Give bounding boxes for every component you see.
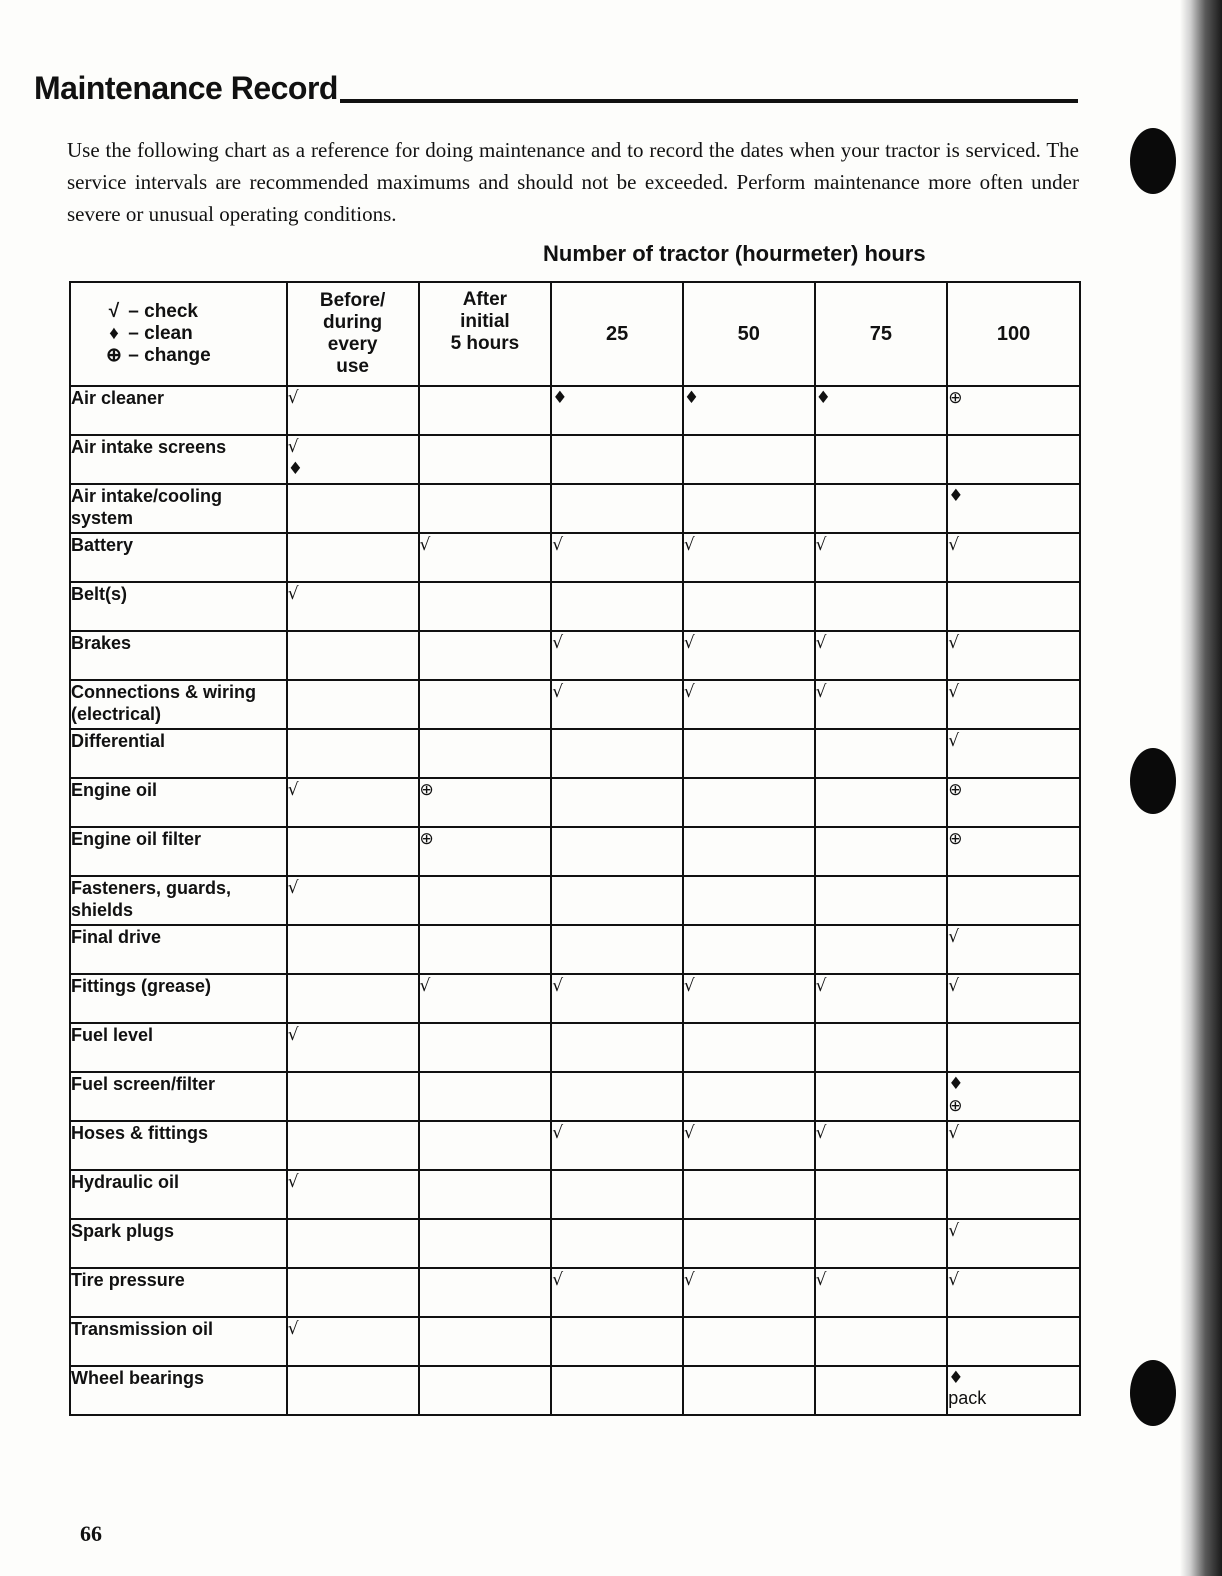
row-label: Final drive [70, 925, 287, 974]
check-icon: √ [287, 584, 299, 604]
check-icon: √ [948, 1221, 960, 1241]
table-row [70, 925, 1080, 974]
col-header-before-during: Before/ during every use [287, 282, 419, 386]
schedule-cell [287, 1268, 419, 1317]
schedule-cell [815, 827, 948, 876]
schedule-cell [815, 533, 948, 582]
table-row [70, 1268, 1080, 1317]
schedule-cell [683, 680, 815, 729]
schedule-cell [287, 1219, 419, 1268]
schedule-cell [815, 1121, 948, 1170]
col-header-75: 75 [815, 282, 948, 386]
schedule-cell [551, 1219, 683, 1268]
schedule-cell [815, 778, 948, 827]
col-header-after-initial: After initial 5 hours [419, 282, 552, 386]
table-row [70, 484, 1080, 533]
schedule-cell [815, 876, 948, 925]
schedule-cell [815, 680, 948, 729]
schedule-cell [815, 729, 948, 778]
schedule-cell [419, 1170, 552, 1219]
check-icon: √ [948, 535, 960, 555]
schedule-cell [551, 925, 683, 974]
title-underline [340, 99, 1078, 103]
row-label: Belt(s) [70, 582, 287, 631]
schedule-cell [287, 582, 419, 631]
schedule-cell [947, 435, 1080, 484]
schedule-cell [419, 729, 552, 778]
check-icon: √ [683, 633, 695, 653]
check-icon: √ [815, 535, 827, 555]
schedule-cell [551, 386, 683, 435]
schedule-cell [287, 680, 419, 729]
table-row [70, 680, 1080, 729]
schedule-cell [683, 1121, 815, 1170]
schedule-cell [419, 484, 552, 533]
table-row [70, 729, 1080, 778]
row-label: Spark plugs [70, 1219, 287, 1268]
schedule-cell [551, 876, 683, 925]
page-edge-shadow [1180, 0, 1222, 1576]
row-label: Air intake screens [70, 435, 287, 484]
check-icon: √ [552, 1123, 564, 1143]
schedule-cell [815, 1170, 948, 1219]
schedule-cell [287, 974, 419, 1023]
schedule-cell [683, 386, 815, 435]
schedule-cell [947, 1121, 1080, 1170]
schedule-cell [683, 484, 815, 533]
row-label: Fasteners, guards, shields [70, 876, 287, 925]
table-row [70, 533, 1080, 582]
binder-hole-bottom [1130, 1360, 1176, 1426]
schedule-cell [683, 582, 815, 631]
check-icon: √ [815, 1270, 827, 1290]
schedule-cell [815, 631, 948, 680]
check-icon: √ [287, 780, 299, 800]
page-number: 66 [80, 1521, 102, 1546]
schedule-cell [947, 1317, 1080, 1366]
schedule-cell [683, 1268, 815, 1317]
check-icon: √ [552, 682, 564, 702]
schedule-cell [419, 1072, 552, 1121]
table-row [70, 827, 1080, 876]
schedule-cell [683, 435, 815, 484]
schedule-cell [551, 1268, 683, 1317]
check-icon: √ [948, 633, 960, 653]
schedule-cell [419, 1268, 552, 1317]
schedule-cell [551, 778, 683, 827]
schedule-cell [947, 876, 1080, 925]
circled-plus-icon: ⊕ [948, 1096, 963, 1116]
schedule-cell [419, 974, 552, 1023]
check-icon: √ [552, 535, 564, 555]
schedule-cell [287, 1121, 419, 1170]
schedule-cell [947, 1170, 1080, 1219]
schedule-cell [947, 1023, 1080, 1072]
schedule-cell [419, 631, 552, 680]
check-icon: √ [287, 437, 299, 457]
schedule-cell [947, 631, 1080, 680]
circled-plus-icon: ⊕ [948, 388, 963, 408]
schedule-cell [551, 974, 683, 1023]
schedule-cell [551, 1317, 683, 1366]
schedule-cell [683, 876, 815, 925]
schedule-cell [947, 1072, 1080, 1121]
schedule-cell [815, 1317, 948, 1366]
diamond-icon: ♦ [948, 1074, 964, 1094]
schedule-cell [947, 484, 1080, 533]
check-icon: √ [287, 388, 299, 408]
check-icon: √ [287, 1025, 299, 1045]
row-label: Air cleaner [70, 386, 287, 435]
schedule-cell [419, 582, 552, 631]
row-label: Connections & wiring (electrical) [70, 680, 287, 729]
schedule-cell [683, 533, 815, 582]
schedule-cell [419, 1366, 552, 1415]
row-label: Fuel screen/filter [70, 1072, 287, 1121]
schedule-cell [683, 925, 815, 974]
schedule-cell [947, 680, 1080, 729]
check-icon: √ [287, 1319, 299, 1339]
table-row [70, 1219, 1080, 1268]
table-row [70, 386, 1080, 435]
schedule-cell [551, 1170, 683, 1219]
check-icon: √ [948, 731, 960, 751]
schedule-cell [683, 1219, 815, 1268]
table-row [70, 1072, 1080, 1121]
schedule-cell [683, 631, 815, 680]
circled-plus-icon: ⊕ [106, 345, 122, 366]
diamond-icon: ♦ [109, 323, 119, 344]
schedule-cell [287, 827, 419, 876]
check-icon: √ [948, 927, 960, 947]
row-label: Tire pressure [70, 1268, 287, 1317]
circled-plus-icon: ⊕ [948, 780, 963, 800]
schedule-cell [287, 876, 419, 925]
schedule-cell [551, 1072, 683, 1121]
table-row [70, 1366, 1080, 1415]
hours-caption: Number of tractor (hourmeter) hours [543, 241, 926, 266]
cell-note: pack [948, 1388, 987, 1408]
schedule-cell [815, 1268, 948, 1317]
schedule-cell [287, 533, 419, 582]
schedule-cell [419, 827, 552, 876]
table-body [70, 386, 1080, 1415]
page-title: Maintenance Record [34, 70, 338, 106]
check-icon: √ [948, 1123, 960, 1143]
table-row [70, 435, 1080, 484]
schedule-cell [815, 582, 948, 631]
schedule-cell [287, 484, 419, 533]
schedule-cell [287, 729, 419, 778]
schedule-cell [419, 1219, 552, 1268]
schedule-cell [551, 484, 683, 533]
schedule-cell [287, 631, 419, 680]
col-header-50: 50 [683, 282, 815, 386]
diamond-icon: ♦ [287, 459, 303, 479]
check-icon: √ [552, 633, 564, 653]
schedule-cell [815, 435, 948, 484]
schedule-cell [551, 827, 683, 876]
schedule-cell [287, 925, 419, 974]
table-row [70, 1317, 1080, 1366]
row-label: Hydraulic oil [70, 1170, 287, 1219]
diamond-icon: ♦ [948, 486, 964, 506]
schedule-cell [551, 582, 683, 631]
schedule-cell [947, 778, 1080, 827]
col-header-100: 100 [947, 282, 1080, 386]
diamond-icon: ♦ [683, 388, 700, 408]
row-label: Engine oil [70, 778, 287, 827]
check-icon: √ [815, 1123, 827, 1143]
schedule-cell [947, 533, 1080, 582]
check-icon: √ [552, 976, 564, 996]
schedule-cell [287, 1072, 419, 1121]
row-label: Air intake/cooling system [70, 484, 287, 533]
row-label: Brakes [70, 631, 287, 680]
schedule-cell [683, 1023, 815, 1072]
schedule-cell [683, 827, 815, 876]
schedule-cell [287, 778, 419, 827]
schedule-cell [287, 1317, 419, 1366]
row-label: Fittings (grease) [70, 974, 287, 1023]
schedule-cell [419, 925, 552, 974]
check-icon: √ [108, 301, 120, 322]
intro-paragraph: Use the following chart as a reference for doing maintenance and to record the dates when your tractor is serviced. The service intervals are recommended maximums and should not be exceeded. Perform maintenance more often under severe or unusual operating conditions. [67, 138, 1079, 226]
row-label: Battery [70, 533, 287, 582]
title-block [34, 70, 1078, 107]
legend-cell [70, 282, 287, 386]
schedule-cell [947, 974, 1080, 1023]
schedule-cell [683, 974, 815, 1023]
schedule-cell [287, 386, 419, 435]
check-icon: √ [552, 1270, 564, 1290]
schedule-cell [683, 1317, 815, 1366]
schedule-cell [947, 1268, 1080, 1317]
schedule-cell [287, 435, 419, 484]
schedule-cell [947, 729, 1080, 778]
diamond-icon: ♦ [552, 388, 568, 408]
schedule-cell [419, 1121, 552, 1170]
row-label: Differential [70, 729, 287, 778]
schedule-cell [683, 1072, 815, 1121]
schedule-cell [419, 1023, 552, 1072]
row-label: Engine oil filter [70, 827, 287, 876]
schedule-cell [419, 680, 552, 729]
schedule-cell [815, 1219, 948, 1268]
schedule-cell [947, 1219, 1080, 1268]
schedule-cell [683, 778, 815, 827]
table-row [70, 876, 1080, 925]
schedule-cell [815, 386, 948, 435]
schedule-cell [551, 729, 683, 778]
schedule-cell [287, 1170, 419, 1219]
schedule-cell [419, 435, 552, 484]
schedule-cell [947, 827, 1080, 876]
row-label: Hoses & fittings [70, 1121, 287, 1170]
schedule-cell [419, 778, 552, 827]
check-icon: √ [948, 1270, 960, 1290]
schedule-cell [947, 925, 1080, 974]
schedule-cell [947, 1366, 1080, 1415]
legend-check: √ – check [105, 301, 286, 323]
schedule-cell [947, 582, 1080, 631]
schedule-cell [815, 974, 948, 1023]
col-header-25: 25 [551, 282, 683, 386]
binder-hole-top [1130, 128, 1176, 194]
row-label: Transmission oil [70, 1317, 287, 1366]
schedule-cell [551, 1023, 683, 1072]
schedule-cell [419, 1317, 552, 1366]
circled-plus-icon: ⊕ [419, 780, 434, 800]
check-icon: √ [287, 1172, 299, 1192]
table-row [70, 582, 1080, 631]
diamond-icon: ♦ [815, 388, 831, 408]
schedule-cell [551, 680, 683, 729]
schedule-cell [815, 1072, 948, 1121]
schedule-cell [551, 1121, 683, 1170]
check-icon: √ [683, 535, 695, 555]
schedule-cell [815, 925, 948, 974]
check-icon: √ [815, 976, 827, 996]
schedule-cell [419, 533, 552, 582]
binder-hole-middle [1130, 748, 1176, 814]
check-icon: √ [419, 976, 431, 996]
schedule-cell [551, 631, 683, 680]
legend-clean: ♦ – clean [105, 323, 286, 345]
schedule-cell [683, 1170, 815, 1219]
schedule-cell [815, 1023, 948, 1072]
maintenance-table [69, 281, 1081, 1416]
circled-plus-icon: ⊕ [948, 829, 963, 849]
table-row [70, 778, 1080, 827]
check-icon: √ [815, 633, 827, 653]
check-icon: √ [683, 682, 695, 702]
schedule-cell [815, 1366, 948, 1415]
check-icon: √ [948, 976, 960, 996]
check-icon: √ [683, 976, 695, 996]
row-label: Wheel bearings [70, 1366, 287, 1415]
table-row [70, 1170, 1080, 1219]
check-icon: √ [815, 682, 827, 702]
schedule-cell [683, 1366, 815, 1415]
schedule-cell [287, 1366, 419, 1415]
circled-plus-icon: ⊕ [419, 829, 434, 849]
schedule-cell [551, 1366, 683, 1415]
schedule-cell [815, 484, 948, 533]
schedule-cell [551, 435, 683, 484]
check-icon: √ [948, 682, 960, 702]
legend-change: ⊕ – change [106, 345, 211, 366]
check-icon: √ [683, 1123, 695, 1143]
table-row [70, 631, 1080, 680]
check-icon: √ [683, 1270, 695, 1290]
table-row [70, 1121, 1080, 1170]
schedule-cell [419, 386, 552, 435]
table-row [70, 974, 1080, 1023]
schedule-cell [551, 533, 683, 582]
schedule-cell [947, 386, 1080, 435]
schedule-cell [287, 1023, 419, 1072]
schedule-cell [419, 876, 552, 925]
header-row [70, 282, 1080, 386]
schedule-cell [683, 729, 815, 778]
table-row [70, 1023, 1080, 1072]
check-icon: √ [287, 878, 299, 898]
row-label: Fuel level [70, 1023, 287, 1072]
diamond-icon: ♦ [948, 1368, 964, 1388]
check-icon: √ [419, 535, 431, 555]
